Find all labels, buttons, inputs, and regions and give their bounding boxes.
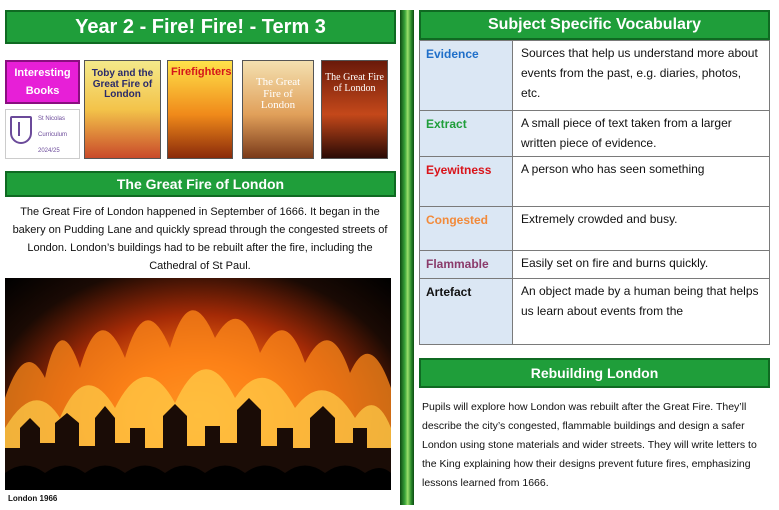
book-cover-title: Firefighters (171, 66, 232, 78)
vocabulary-row (420, 157, 770, 207)
book-cover-title: The Great Fire of London (255, 76, 301, 112)
book-cover-title: Toby and the Great Fire of London (91, 68, 154, 100)
grass-divider (400, 10, 414, 505)
photo-caption: London 1966 (8, 494, 58, 503)
vocabulary-table (419, 40, 770, 345)
vocabulary-row (420, 41, 770, 111)
book-cover-toby (84, 60, 161, 159)
vocabulary-term: Artefact (420, 279, 513, 345)
vocabulary-row (420, 207, 770, 251)
rebuilding-header: Rebuilding London (419, 358, 770, 388)
vocabulary-term: Eyewitness (420, 157, 513, 207)
fire-skyline-illustration (5, 278, 391, 490)
vocabulary-definition: A person who has seen something (513, 157, 770, 207)
vocabulary-definition: Sources that help us understand more about events from the past, e.g. diaries, photos, etc. (513, 41, 770, 111)
vocabulary-row (420, 251, 770, 279)
great-fire-text: The Great Fire of London happened in September of 1666. It began in the bakery on Pudding Lane and quickly spread through the congested streets of London. London’s buildings had to be rebuilt after the fire, including the Cathedral of St Paul. (12, 206, 388, 272)
crest-icon (10, 116, 32, 144)
rebuilding-text: Pupils will explore how London was rebuilt after the Great Fire. They’ll describe the city’s congested, flammable buildings and design a safer London using stone materials and wider streets. They will write letters to the King explaining how their designs prevent future fires, emphasizing lessons learned from 1666. (422, 401, 757, 489)
book-cover-great-fire-1 (242, 60, 314, 159)
school-logo (5, 109, 80, 159)
vocabulary-term: Flammable (420, 251, 513, 279)
interesting-books-label: Interesting Books (5, 60, 80, 104)
page-title: Year 2 - Fire! Fire! - Term 3 (5, 10, 396, 44)
vocabulary-term: Evidence (420, 41, 513, 111)
book-cover-firefighters (167, 60, 233, 159)
vocabulary-term: Extract (420, 111, 513, 157)
book-cover-title: The Great Fire of London (325, 72, 384, 94)
vocabulary-definition: A small piece of text taken from a larger written piece of evidence. (513, 111, 770, 157)
vocabulary-row (420, 279, 770, 345)
vocabulary-definition: Easily set on fire and burns quickly. (513, 251, 770, 279)
school-logo-line: 2024/25 (38, 148, 60, 154)
fire-photo (5, 278, 391, 490)
book-cover-great-fire-2 (321, 60, 388, 159)
vocabulary-header: Subject Specific Vocabulary (419, 10, 770, 40)
great-fire-header: The Great Fire of London (5, 171, 396, 197)
vocabulary-definition: An object made by a human being that helps us learn about events from the (513, 279, 770, 345)
school-logo-line: St Nicolas (38, 116, 66, 122)
vocabulary-row (420, 111, 770, 157)
vocabulary-definition: Extremely crowded and busy. (513, 207, 770, 251)
vocabulary-term: Congested (420, 207, 513, 251)
school-logo-line: Curriculum (38, 132, 68, 138)
